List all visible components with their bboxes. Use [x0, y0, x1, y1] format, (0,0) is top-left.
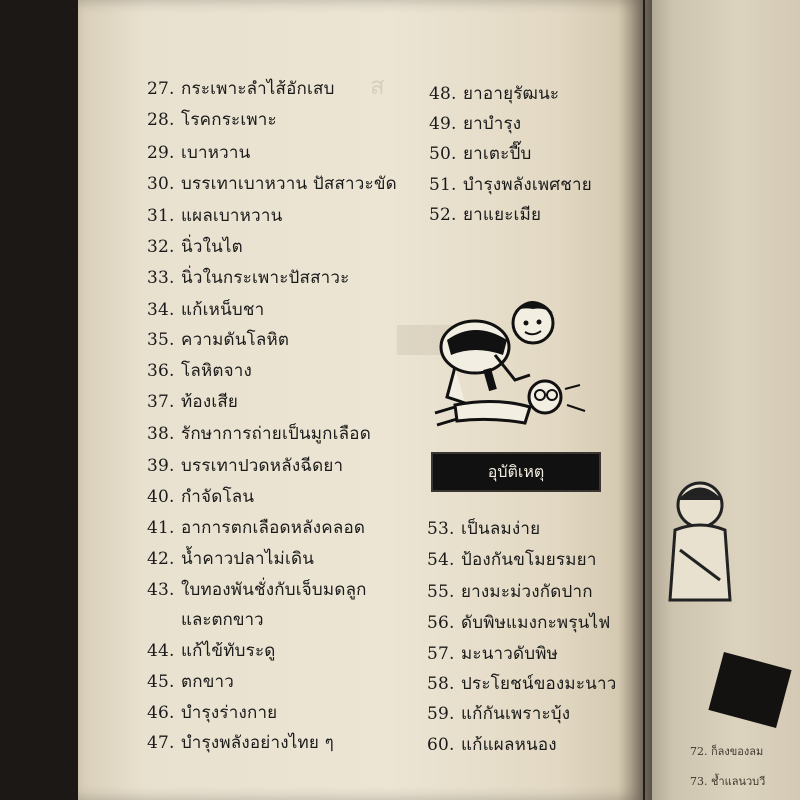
- list-item: 60. แก้แผลหนอง: [427, 735, 557, 755]
- list-item: 27. กระเพาะลำไส้อักเสบ: [147, 79, 335, 99]
- list-item: 46. บำรุงร่างกาย: [147, 703, 278, 723]
- list-item: 37. ท้องเสีย: [147, 392, 239, 412]
- list-item: 52. ยาแยะเมีย: [429, 205, 542, 225]
- facing-page-footer-line: 72. ก็ลงของลม: [690, 745, 764, 758]
- list-item: 49. ยาบำรุง: [429, 114, 522, 134]
- fighting-cartoon-illustration: [395, 285, 600, 435]
- list-item: 36. โลหิตจาง: [147, 361, 253, 381]
- list-item: 43. ใบทองพันชั่งกับเจ็บมดลูก: [147, 580, 367, 600]
- list-item: 32. นิ่วในไต: [147, 237, 243, 257]
- list-item: 44. แก้ไข้ทับระดู: [147, 641, 276, 661]
- right-page-cartoon-illustration: [660, 470, 740, 610]
- book-spine-shadow: [618, 0, 652, 800]
- list-item-continuation: และตกขาว: [181, 610, 264, 630]
- list-item: 57. มะนาวดับพิษ: [427, 644, 559, 664]
- section-header-accident: อุบัติเหตุ: [431, 452, 601, 492]
- list-item: 55. ยางมะม่วงกัดปาก: [427, 582, 593, 602]
- list-item: 34. แก้เหน็บชา: [147, 300, 265, 320]
- list-item: 29. เบาหวาน: [147, 143, 251, 163]
- list-item: 35. ความดันโลหิต: [147, 330, 290, 350]
- list-item: 31. แผลเบาหวาน: [147, 206, 283, 226]
- list-item: 47. บำรุงพลังอย่างไทย ๆ: [147, 733, 334, 753]
- list-item: 42. น้ำคาวปลาไม่เดิน: [147, 549, 315, 569]
- list-item: 28. โรคกระเพาะ: [147, 110, 277, 130]
- list-item: 50. ยาเตะปี๊บ: [429, 144, 532, 164]
- list-item: 58. ประโยชน์ของมะนาว: [427, 674, 617, 694]
- list-item: 59. แก้กันเพราะบุ้ง: [427, 704, 571, 724]
- facing-page-footer-line: 73. ช้ำแลนวบวี: [690, 775, 766, 788]
- list-item: 33. นิ่วในกระเพาะปัสสาวะ: [147, 268, 350, 288]
- list-item: 51. บำรุงพลังเพศชาย: [429, 175, 592, 195]
- list-item: 45. ตกขาว: [147, 672, 235, 692]
- list-item: 39. บรรเทาปวดหลังฉีดยา: [147, 456, 344, 476]
- list-item: 54. ป้องกันขโมยรมยา: [427, 550, 597, 570]
- list-item: 30. บรรเทาเบาหวาน ปัสสาวะขัด: [147, 174, 397, 194]
- list-item: 53. เป็นลมง่าย: [427, 519, 541, 539]
- list-item: 56. ดับพิษแมงกะพรุนไฟ: [427, 613, 611, 633]
- list-item: 40. กำจัดโลน: [147, 487, 255, 507]
- list-item: 38. รักษาการถ่ายเป็นมูกเลือด: [147, 424, 371, 444]
- list-item: 41. อาการตกเลือดหลังคลอด: [147, 518, 366, 538]
- list-item: 48. ยาอายุรัฒนะ: [429, 84, 560, 104]
- bleed-through-text: ส: [370, 72, 385, 100]
